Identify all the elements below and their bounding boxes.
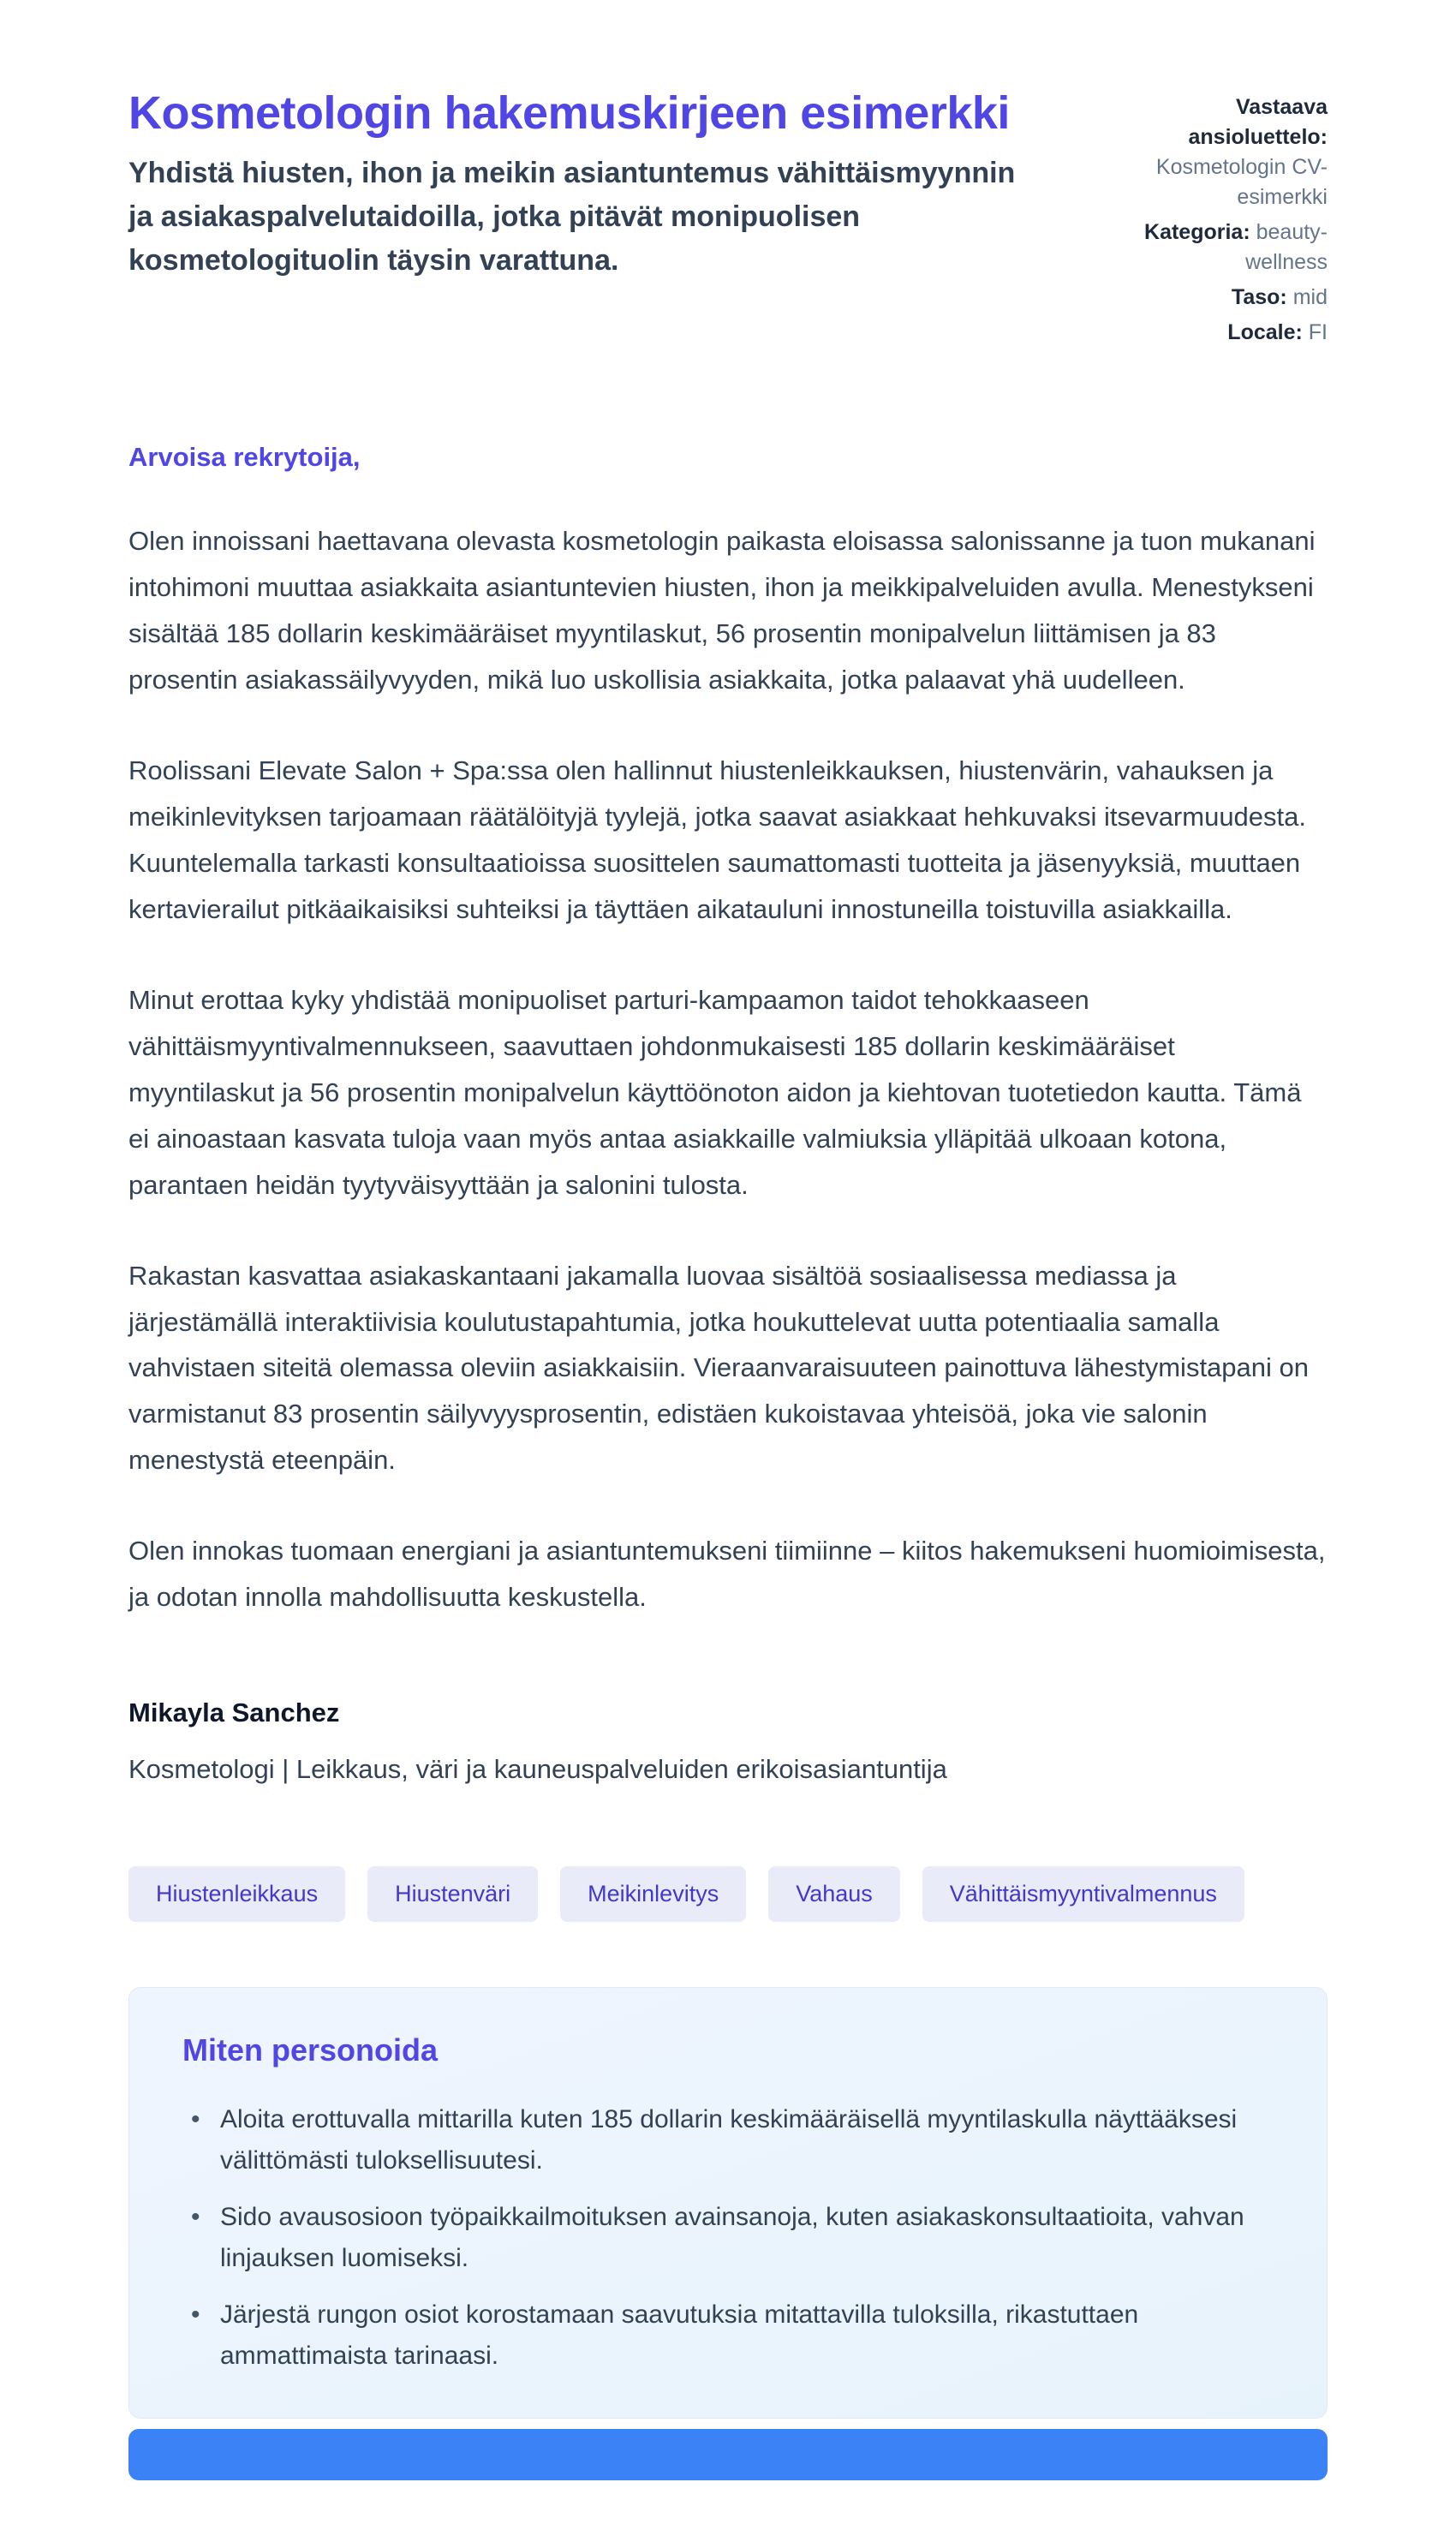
tag-chip-hiustenleikkaus: Hiustenleikkaus xyxy=(128,1866,345,1922)
tag-chip-vahittaismyyntivalmennus: Vähittäismyyntivalmennus xyxy=(922,1866,1244,1922)
tip-text-1: Aloita erottuvalla mittarilla kuten 185 dollarin keskimääräisellä myyntilaskulla näyttääksesi välittömästi tuloksellisuutesi. xyxy=(220,2104,1238,2175)
tag-chip-meikinlevitys: Meikinlevitys xyxy=(560,1866,746,1922)
tip-text-3: Järjestä rungon osiot korostamaan saavutuksia mitattavilla tuloksilla, rikastuttaen ammattimaista tarinaasi. xyxy=(220,2300,1139,2370)
letter-paragraph-1: Olen innoissani haettavana olevasta kosmetologin paikasta eloisassa salonissanne ja tuon mukanani intohimoni muuttaa asiakkaita asiantuntevien hiusten, ihon ja meikkipalveluiden avulla. Menestykseni sisältää 185 dollarin keskimääräiset myyntilaskut, 56 prosentin monipalvelun liittämisen ja 83 prosentin asiakassäilyvyyden, mikä luo uskollisia asiakkaita, jotka palaavat yhä uudelleen. xyxy=(128,526,1316,695)
signature-name: Mikayla Sanchez xyxy=(128,1698,340,1728)
page-container xyxy=(128,0,1328,2419)
tips-item-3 xyxy=(182,2294,1274,2377)
bullet-icon xyxy=(182,2099,220,2140)
tips-list xyxy=(182,2099,1274,2377)
meta-resume-value: Kosmetologin CV-esimerkki xyxy=(1155,155,1328,209)
signature-role: Kosmetologi | Leikkaus, väri ja kauneuspalveluiden erikoisasiantuntija xyxy=(128,1753,947,1784)
page-title: Kosmetologin hakemuskirjeen esimerkki xyxy=(128,87,1010,139)
meta-row-level xyxy=(1112,283,1328,313)
letter-paragraph-5: Olen innokas tuomaan energiani ja asiantuntemukseni tiimiinne – kiitos hakemukseni huomioimisesta, ja odotan innolla mahdollisuutta keskustella. xyxy=(128,1536,1326,1613)
meta-category-value: beauty-wellness xyxy=(1245,220,1328,274)
personalization-tips-panel xyxy=(128,1987,1328,2419)
tag-list xyxy=(128,1866,1328,1922)
meta-level-label: Taso: xyxy=(1231,285,1287,309)
page-header xyxy=(128,86,1328,353)
meta-locale-value: FI xyxy=(1308,320,1328,344)
tips-title: Miten personoida xyxy=(182,2032,439,2068)
bullet-icon xyxy=(182,2294,220,2336)
meta-locale-label: Locale: xyxy=(1227,320,1303,344)
header-title-block xyxy=(128,86,1019,283)
meta-level-value: mid xyxy=(1292,285,1328,309)
bottom-blue-bar xyxy=(128,2429,1328,2480)
tips-item-1 xyxy=(182,2099,1274,2181)
tag-chip-vahaus: Vahaus xyxy=(768,1866,900,1922)
letter-paragraph-4: Rakastan kasvattaa asiakaskantaani jakamalla luovaa sisältöä sosiaalisessa mediassa ja järjestämällä interaktiivisia koulutustapahtumia, jotka houkuttelevat uutta potentiaalia samalla vahvistaen siteitä olemassa oleviin asiakkaisiin. Vieraanvaraisuuteen painottuva lähestymistapani on varmistanut 83 prosentin säilyvyysprosentin, edistäen kukoistavaa yhteisöä, joka vie salonin menestystä eteenpäin. xyxy=(128,1260,1310,1476)
tip-text-2: Sido avausosioon työpaikkailmoituksen avainsanoja, kuten asiakaskonsultaatioita, vahvan linjauksen luomiseksi. xyxy=(220,2202,1244,2272)
meta-resume-label: Vastaava ansioluettelo: xyxy=(1188,95,1328,149)
letter-greeting: Arvoisa rekrytoija, xyxy=(128,442,361,472)
page-subtitle: Yhdistä hiusten, ihon ja meikin asiantuntemus vähittäismyynnin ja asiakaspalvelutaidoilla, jotka pitävät monipuolisen kosmetologituolin täysin varattuna. xyxy=(128,156,1016,277)
meta-row-category xyxy=(1112,218,1328,277)
letter-body xyxy=(128,439,1328,1787)
meta-row-resume xyxy=(1112,92,1328,212)
letter-paragraph-3: Minut erottaa kyky yhdistää monipuoliset parturi-kampaamon taidot tehokkaaseen vähittäismyyntivalmennukseen, saavuttaen johdonmukaisesti 185 dollarin keskimääräiset myyntilaskut ja 56 prosentin monipalvelun käyttöönoton aidon ja kiehtovan tuotetiedon kautta. Tämä ei ainoastaan kasvata tuloja vaan myös antaa asiakkaille valmiuksia ylläpitää ulkoaan kotona, parantaen heidän tyytyväisyyttään ja salonini tulosta. xyxy=(128,984,1302,1200)
meta-category-label: Kategoria: xyxy=(1144,220,1250,244)
tag-chip-hiustenvari: Hiustenväri xyxy=(367,1866,538,1922)
bullet-icon xyxy=(182,2197,220,2238)
meta-row-locale xyxy=(1112,318,1328,348)
letter-paragraph-2: Roolissani Elevate Salon + Spa:ssa olen hallinnut hiustenleikkauksen, hiustenvärin, vahauksen ja meikinlevityksen tarjoamaan räätälöityjä tyylejä, jotka saavat asiakkaat hehkuvaksi itsevarmuudesta. Kuuntelemalla tarkasti konsultaatioissa suosittelen saumattomasti tuotteita ja jäsenyyksiä, muuttaen kertavierailut pitkäaikaisiksi suhteiksi ja täyttäen aikatauluni innostuneilla toistuvilla asiakkailla. xyxy=(128,755,1307,924)
tips-item-2 xyxy=(182,2197,1274,2279)
meta-panel xyxy=(1112,86,1328,353)
